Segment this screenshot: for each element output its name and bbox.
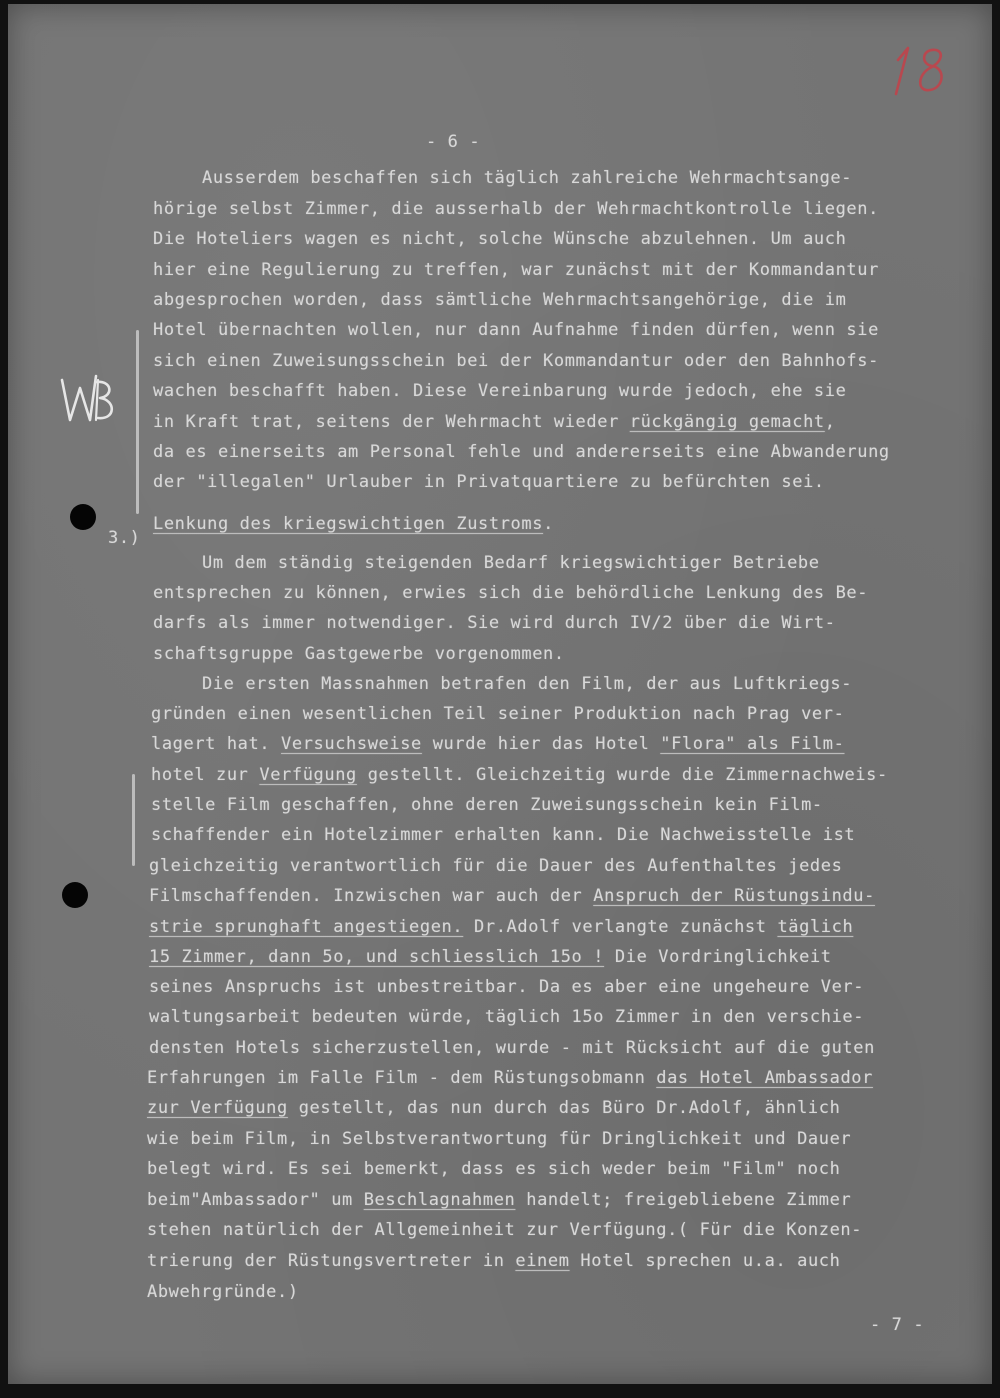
text-line: abgesprochen worden, dass sämtliche Wehrmachtsangehörige, die im bbox=[153, 290, 847, 310]
underlined-phrase: rückgängig gemacht bbox=[629, 412, 825, 432]
text-line: Die ersten Massnahmen betrafen den Film, der aus Luftkriegs- bbox=[202, 674, 853, 694]
underlined-phrase: Versuchsweise bbox=[281, 734, 422, 754]
underlined-phrase: Lenkung des kriegswichtigen Zustroms bbox=[153, 514, 544, 534]
text-line: schaftsgruppe Gastgewerbe vorgenommen. bbox=[153, 644, 565, 664]
text-line: schaffender ein Hotelzimmer erhalten kann. Die Nachweisstelle ist bbox=[151, 825, 856, 845]
text-line: darfs als immer notwendiger. Sie wird durch IV/2 über die Wirt- bbox=[153, 613, 836, 633]
text-line: beim"Ambassador" um Beschlagnahmen handelt; freigebliebene Zimmer bbox=[147, 1190, 852, 1210]
text-line: Abwehrgründe.) bbox=[147, 1282, 299, 1302]
underlined-phrase: täglich bbox=[777, 917, 854, 937]
text-line: entsprechen zu können, erwies sich die behördliche Lenkung des Be- bbox=[153, 583, 869, 603]
text-line: stehen natürlich der Allgemeinheit zur Verfügung.( Für die Konzen- bbox=[147, 1220, 863, 1240]
text-line: stelle Film geschaffen, ohne deren Zuweisungsschein kein Film- bbox=[151, 795, 823, 815]
text-line: waltungsarbeit bedeuten würde, täglich 15o Zimmer in den verschie- bbox=[149, 1007, 865, 1027]
text-line: 15 Zimmer, dann 5o, und schliesslich 15o ! Die Vordringlichkeit bbox=[149, 947, 832, 967]
underlined-phrase: das Hotel Ambassador bbox=[656, 1068, 873, 1088]
underlined-phrase: Verfügung bbox=[259, 765, 357, 785]
underlined-phrase: Beschlagnahmen bbox=[363, 1190, 516, 1210]
text-line: gründen einen wesentlichen Teil seiner Produktion nach Prag ver- bbox=[151, 704, 845, 724]
text-line: Filmschaffenden. Inzwischen war auch der Anspruch der Rüstungsindu- bbox=[149, 886, 875, 906]
text-line: wachen beschafft haben. Diese Vereinbarung wurde jedoch, ehe sie bbox=[153, 381, 847, 401]
underlined-phrase: zur Verfügung bbox=[147, 1098, 288, 1118]
text-line: in Kraft trat, seitens der Wehrmacht wieder rückgängig gemacht, bbox=[153, 412, 836, 432]
section-number: 3.) bbox=[108, 528, 141, 548]
text-line: da es einerseits am Personal fehle und andererseits eine Abwanderung bbox=[153, 442, 890, 462]
text-line: Um dem ständig steigenden Bedarf kriegswichtiger Betriebe bbox=[202, 553, 820, 573]
text-line: der "illegalen" Urlauber in Privatquartiere zu befürchten sei. bbox=[153, 472, 825, 492]
text-line: belegt wird. Es sei bemerkt, dass es sich weder beim "Film" noch bbox=[147, 1159, 841, 1179]
document-body bbox=[8, 4, 992, 1384]
text-line: zur Verfügung gestellt, das nun durch das Büro Dr.Adolf, ähnlich bbox=[147, 1098, 841, 1118]
text-line: seines Anspruchs ist unbestreitbar. Da es aber eine ungeheure Ver- bbox=[149, 977, 865, 997]
text-line: hörige selbst Zimmer, die ausserhalb der Wehrmachtkontrolle liegen. bbox=[153, 199, 879, 219]
underlined-phrase: Anspruch der Rüstungsindu- bbox=[593, 886, 875, 906]
underlined-phrase: 15 Zimmer, dann 5o, und schliesslich 15o ! bbox=[149, 947, 605, 967]
text-line: gleichzeitig verantwortlich für die Dauer des Aufenthaltes jedes bbox=[149, 856, 843, 876]
text-line: Erfahrungen im Falle Film - dem Rüstungsobmann das Hotel Ambassador bbox=[147, 1068, 873, 1088]
next-page-marker: - 7 - bbox=[870, 1315, 925, 1335]
text-line: hier eine Regulierung zu treffen, war zunächst mit der Kommandantur bbox=[153, 260, 879, 280]
text-line: wie beim Film, in Selbstverantwortung für Dringlichkeit und Dauer bbox=[147, 1129, 852, 1149]
page-number: - 6 - bbox=[426, 132, 481, 152]
text-line: hotel zur Verfügung gestellt. Gleichzeitig wurde die Zimmernachweis- bbox=[151, 765, 888, 785]
text-line: Lenkung des kriegswichtigen Zustroms. bbox=[153, 514, 554, 534]
text-line: trierung der Rüstungsvertreter in einem Hotel sprechen u.a. auch bbox=[147, 1251, 841, 1271]
underlined-phrase: einem bbox=[515, 1251, 570, 1271]
text-line: sich einen Zuweisungsschein bei der Kommandantur oder den Bahnhofs- bbox=[153, 351, 879, 371]
underlined-phrase: strie sprunghaft angestiegen. bbox=[149, 917, 464, 937]
text-line: densten Hotels sicherzustellen, wurde - mit Rücksicht auf die guten bbox=[149, 1038, 875, 1058]
text-line: Die Hoteliers wagen es nicht, solche Wünsche abzulehnen. Um auch bbox=[153, 229, 847, 249]
text-line: Hotel übernachten wollen, nur dann Aufnahme finden dürfen, wenn sie bbox=[153, 320, 879, 340]
text-line: Ausserdem beschaffen sich täglich zahlreiche Wehrmachtsange- bbox=[202, 168, 853, 188]
document-page bbox=[8, 4, 992, 1384]
underlined-phrase: "Flora" als Film- bbox=[660, 734, 845, 754]
text-line: strie sprunghaft angestiegen. Dr.Adolf verlangte zunächst täglich bbox=[149, 917, 854, 937]
text-line: lagert hat. Versuchsweise wurde hier das Hotel "Flora" als Film- bbox=[151, 734, 845, 754]
